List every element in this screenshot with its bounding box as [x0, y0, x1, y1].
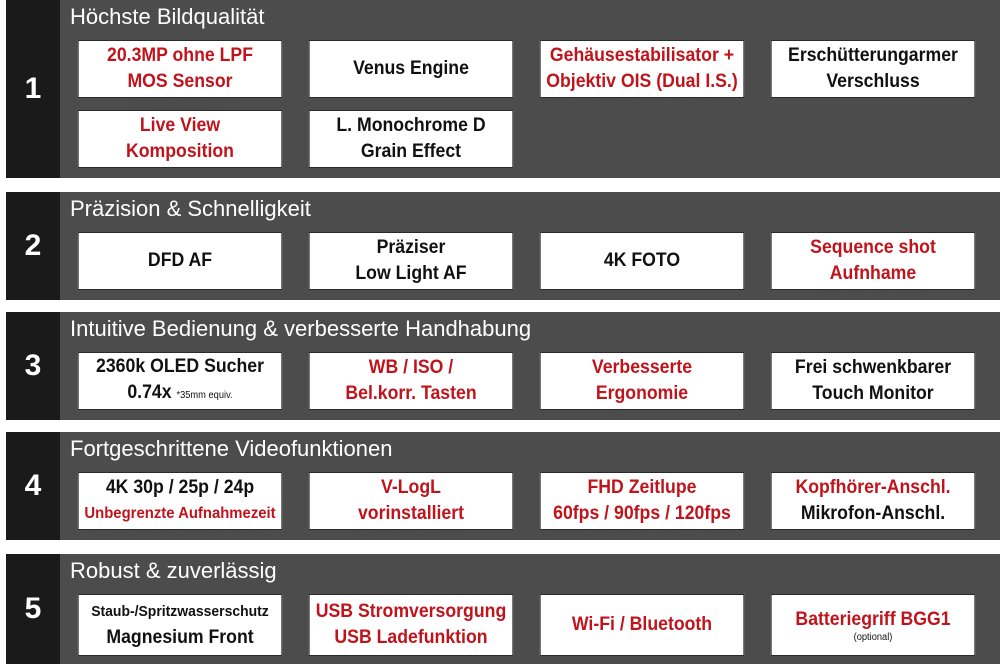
feature-box: Sequence shot Aufnhame: [771, 232, 976, 290]
feature-box: WB / ISO / Bel.korr. Tasten: [309, 352, 514, 410]
feature-box: 20.3MP ohne LPF MOS Sensor: [78, 40, 283, 98]
feature-box: FHD Zeitlupe 60fps / 90fps / 120fps: [540, 472, 745, 530]
feature-box: Wi-Fi / Bluetooth: [540, 594, 745, 656]
feature-box: Kopfhörer-Anschl. Mikrofon-Anschl.: [771, 472, 976, 530]
section-title: Präzision & Schnelligkeit: [70, 196, 311, 221]
feature-box: Staub-/Spritzwasserschutz Magnesium Front: [78, 594, 283, 656]
footnote: *35mm equiv.: [176, 389, 233, 401]
feature-box: Erschütterungarmer Verschluss: [771, 40, 976, 98]
feature-box: Batteriegriff BGG1 (optional): [771, 594, 976, 656]
feature-box: 2360k OLED Sucher 0.74x *35mm equiv.: [78, 352, 283, 410]
section-number: 1: [6, 0, 60, 178]
section-number: 3: [6, 312, 60, 420]
feature-box: Frei schwenkbarer Touch Monitor: [771, 352, 976, 410]
section-title: Robust & zuverlässig: [70, 558, 277, 583]
feature-box: 4K FOTO: [540, 232, 745, 290]
section-3: [6, 312, 1000, 420]
feature-box: 4K 30p / 25p / 24p Unbegrenzte Aufnahmezeit: [78, 472, 283, 530]
feature-box: Gehäusestabilisator + Objektiv OIS (Dual I.S.): [540, 40, 745, 98]
section-title: Höchste Bildqualität: [70, 4, 265, 29]
section-5: [6, 554, 1000, 664]
feature-box: USB Stromversorgung USB Ladefunktion: [309, 594, 514, 656]
feature-box: L. Monochrome D Grain Effect: [309, 110, 514, 168]
optional-note: (optional): [853, 632, 893, 643]
feature-box: V-LogL vorinstalliert: [309, 472, 514, 530]
section-title: Fortgeschrittene Videofunktionen: [70, 436, 393, 461]
section-number: 2: [6, 192, 60, 300]
section-1: [6, 0, 1000, 178]
section-number: 5: [6, 554, 60, 664]
feature-box: Präziser Low Light AF: [309, 232, 514, 290]
section-title: Intuitive Bedienung & verbesserte Handhabung: [70, 316, 532, 341]
section-number: 4: [6, 432, 60, 540]
feature-box: Venus Engine: [309, 40, 514, 98]
feature-box: Verbesserte Ergonomie: [540, 352, 745, 410]
feature-box: Live View Komposition: [78, 110, 283, 168]
section-2: [6, 192, 1000, 300]
feature-box: DFD AF: [78, 232, 283, 290]
section-4: [6, 432, 1000, 540]
